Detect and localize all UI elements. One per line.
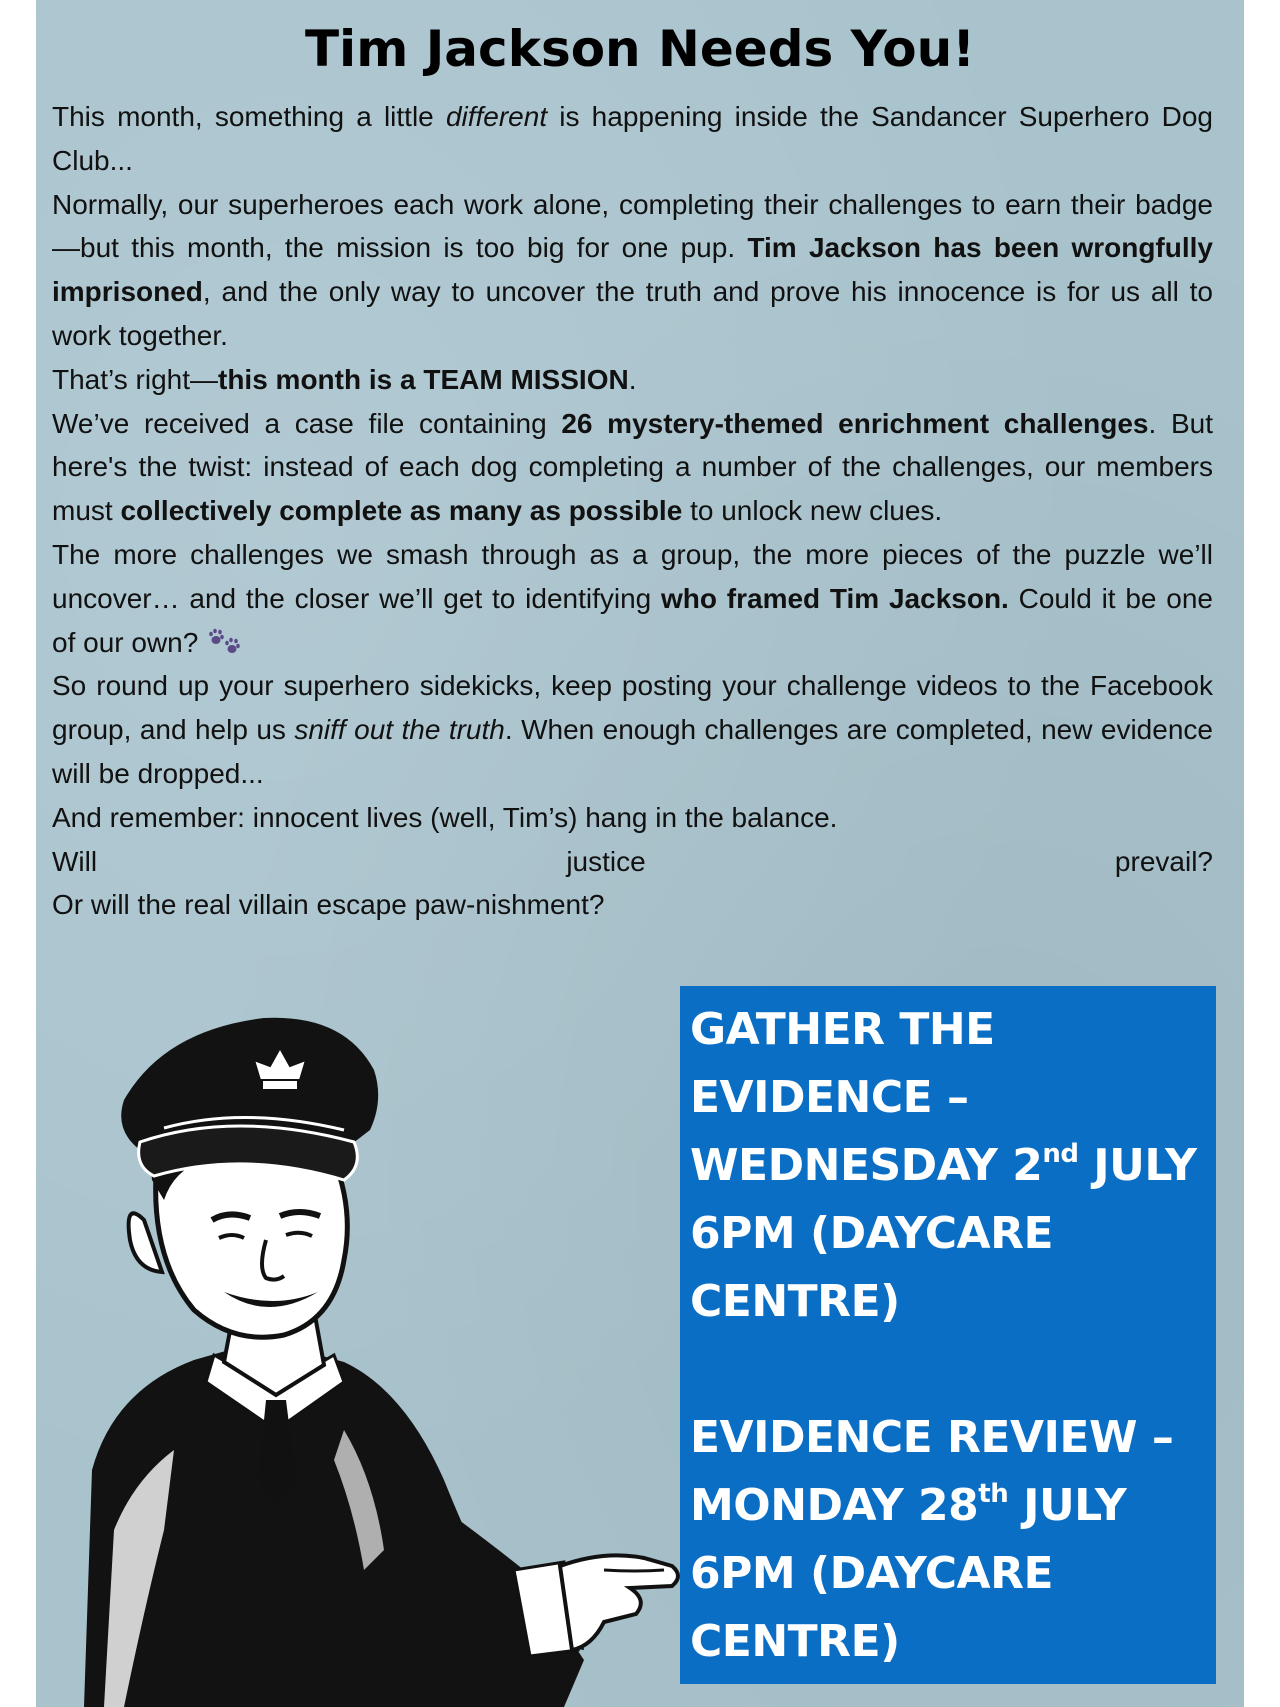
body-text <box>52 95 1213 927</box>
event-line: EVIDENCE – <box>690 1072 969 1123</box>
paragraph-justice: Will justice prevail? <box>52 845 1213 877</box>
paw-prints-icon <box>208 628 244 656</box>
paragraph-intro: This month, something a little different is happening inside the Sandancer Superhero Dog Club... <box>52 101 1213 176</box>
event-line: GATHER THE <box>690 1004 995 1055</box>
event-location: CENTRE) <box>690 1616 900 1667</box>
event-evidence-review <box>690 1404 1206 1676</box>
paragraph-clues: The more challenges we smash through as a group, the more pieces of the puzzle we’ll uncover… and the closer we’ll get to identifying who framed Tim Jackson. Could it be one of our own? <box>52 538 1213 658</box>
pointing-officer-illustration <box>44 1010 684 1707</box>
paragraph-case-file: We’ve received a case file containing 26 mystery-themed enrichment challenges. But here's the twist: instead of each dog completing a number of the challenges, our members must collectively complete as many as possible to unlock new clues. <box>52 407 1213 527</box>
paragraph-team-mission: That’s right—this month is a TEAM MISSION. <box>52 363 637 395</box>
paragraph-call-to-action: So round up your superhero sidekicks, keep posting your challenge videos to the Facebook group, and help us sniff out the truth. When enough challenges are completed, new evidence will be dropped... <box>52 670 1213 789</box>
paragraph-villain: Or will the real villain escape paw-nishment? <box>52 889 605 921</box>
page-title: Tim Jackson Needs You! <box>304 20 976 78</box>
event-time: 6PM (DAYCARE <box>690 1548 1054 1599</box>
event-date: WEDNESDAY 2nd JULY <box>690 1139 1197 1191</box>
event-date: MONDAY 28th JULY <box>690 1479 1127 1531</box>
poster <box>36 0 1244 1707</box>
paragraph-remember: And remember: innocent lives (well, Tim’s) hang in the balance. <box>52 801 838 833</box>
event-gather-evidence <box>690 996 1206 1336</box>
event-location: CENTRE) <box>690 1276 900 1327</box>
event-line: EVIDENCE REVIEW – <box>690 1412 1174 1463</box>
event-time: 6PM (DAYCARE <box>690 1208 1054 1259</box>
paragraph-mission: Normally, our superheroes each work alone, completing their challenges to earn their badge—but this month, the mission is too big for one pup. Tim Jackson has been wrongfully imprisoned, and the only way to uncover the truth and prove his innocence is for us all to work together. <box>52 188 1213 351</box>
event-info-box <box>680 986 1216 1684</box>
